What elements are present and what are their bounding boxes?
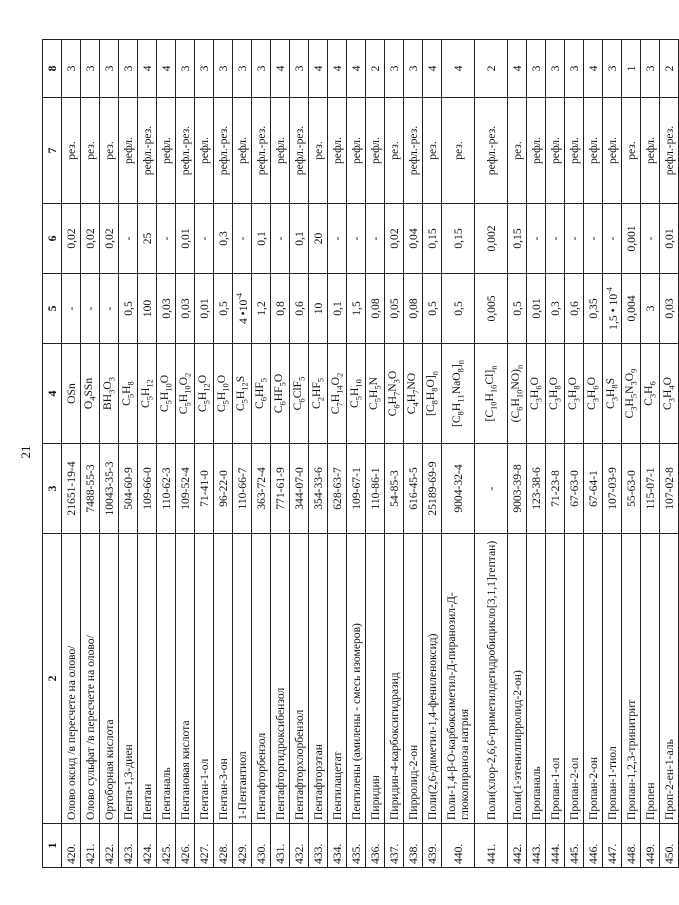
value-col5: 0,01: [527, 274, 546, 344]
substance-name: 1-Пентантиол: [233, 534, 252, 824]
table-row: [660, 40, 679, 868]
cas-number: 110-66-7: [233, 444, 252, 534]
value-col7: рефл.-рез.: [214, 98, 233, 204]
chemical-formula: $C_7H_{14}O_2$: [328, 344, 347, 444]
value-col6: -: [328, 204, 347, 274]
table-row: [475, 40, 508, 868]
row-number: 448.: [622, 824, 641, 868]
value-col7: рефл.-рез.: [475, 98, 508, 204]
value-col6: 0,15: [508, 204, 527, 274]
chemical-formula: $C_3H_6O$: [527, 344, 546, 444]
value-col5: 4 $•10^{-4}$: [233, 274, 252, 344]
header-cell: 7: [43, 98, 62, 204]
row-number: 421.: [81, 824, 100, 868]
header-cell: 8: [43, 40, 62, 98]
substance-name: Пропан-1,2,3-тринитрит: [622, 534, 641, 824]
table-row: [119, 40, 138, 868]
row-number: 449.: [641, 824, 660, 868]
table-row: [271, 40, 290, 868]
value-col7: рефл.: [233, 98, 252, 204]
value-col6: 0,02: [100, 204, 119, 274]
cas-number: 107-03-9: [603, 444, 622, 534]
cas-number: -: [475, 444, 508, 534]
substance-name: Ортоборная кислота: [100, 534, 119, 824]
value-col8: 3: [214, 40, 233, 98]
row-number: 420.: [62, 824, 81, 868]
chemical-formula: $C_2HF_5$: [309, 344, 328, 444]
value-col8: 3: [176, 40, 195, 98]
substance-name: Пентилены (амилены - смесь изомеров): [347, 534, 366, 824]
value-col8: 1: [622, 40, 641, 98]
substance-name: Пентан: [138, 534, 157, 824]
cas-number: 123-38-6: [527, 444, 546, 534]
value-col7: рефл.-рез.: [290, 98, 309, 204]
cas-number: 71-41-0: [195, 444, 214, 534]
value-col6: -: [347, 204, 366, 274]
table-row: [584, 40, 603, 868]
value-col6: 0,1: [290, 204, 309, 274]
value-col8: 3: [385, 40, 404, 98]
value-col5: 0,5: [508, 274, 527, 344]
chemical-formula: $C_5H_{10}O$: [214, 344, 233, 444]
table-row: [157, 40, 176, 868]
header-cell: 5: [43, 274, 62, 344]
value-col8: 4: [309, 40, 328, 98]
value-col5: 0,005: [475, 274, 508, 344]
row-number: 439.: [423, 824, 442, 868]
value-col5: -: [81, 274, 100, 344]
value-col6: -: [546, 204, 565, 274]
header-cell: 6: [43, 204, 62, 274]
table-row: [442, 40, 475, 868]
value-col6: 0,01: [660, 204, 679, 274]
row-number: 442.: [508, 824, 527, 868]
value-col8: 4: [584, 40, 603, 98]
substance-name: Пирролид-2-он: [404, 534, 423, 824]
value-col8: 2: [366, 40, 385, 98]
value-col8: 3: [641, 40, 660, 98]
value-col7: рефл.-рез.: [252, 98, 271, 204]
table-row: [309, 40, 328, 868]
substance-name: Пропан-2-он: [584, 534, 603, 824]
cas-number: 344-07-0: [290, 444, 309, 534]
row-number: 436.: [366, 824, 385, 868]
chemical-formula: $C_6H_7N_3O$: [385, 344, 404, 444]
value-col8: 4: [328, 40, 347, 98]
value-col6: -: [233, 204, 252, 274]
value-col5: 0,5: [423, 274, 442, 344]
substance-name: Поли-1,4-β-О-карбоксиметил-Д-пиранозил-Д-глюкопираноза натрия: [442, 534, 475, 824]
cas-number: 616-45-5: [404, 444, 423, 534]
substance-name: Пиридин: [366, 534, 385, 824]
value-col6: -: [157, 204, 176, 274]
substance-name: Пентан-3-он: [214, 534, 233, 824]
value-col8: 3: [195, 40, 214, 98]
table-row: [603, 40, 622, 868]
row-number: 444.: [546, 824, 565, 868]
chemical-formula: $C_3H_8S$: [603, 344, 622, 444]
table-row: [100, 40, 119, 868]
value-col7: рефл.: [195, 98, 214, 204]
table-row: [62, 40, 81, 868]
cas-number: 9004-32-4: [442, 444, 475, 534]
chemical-formula: $[C_8H_8O]_n$: [423, 344, 442, 444]
value-col5: 0,5: [214, 274, 233, 344]
substance-name: Олово сульфат /в пересчете на олово/: [81, 534, 100, 824]
chemical-formula: $C_6HF_5$: [252, 344, 271, 444]
value-col6: 0,01: [176, 204, 195, 274]
value-col6: 25: [138, 204, 157, 274]
value-col7: рез.: [385, 98, 404, 204]
value-col7: рефл.: [546, 98, 565, 204]
value-col5: 1,5 • $10^{-4}$: [603, 274, 622, 344]
value-col5: 0,3: [546, 274, 565, 344]
row-number: 425.: [157, 824, 176, 868]
value-col8: 3: [290, 40, 309, 98]
page-number: 21: [18, 445, 33, 459]
cas-number: 9003-39-8: [508, 444, 527, 534]
row-number: 446.: [584, 824, 603, 868]
header-cell: 3: [43, 444, 62, 534]
cas-number: 110-86-1: [366, 444, 385, 534]
table-row: [508, 40, 527, 868]
chemical-formula: $C_5H_{12}O$: [195, 344, 214, 444]
table-row: [347, 40, 366, 868]
chemical-formula: $C_3H_4O$: [660, 344, 679, 444]
substance-name: Пентилацетат: [328, 534, 347, 824]
chemical-formula: $[C_{10}H_{16}Cl]_n$: [475, 344, 508, 444]
value-col7: рефл.: [527, 98, 546, 204]
substance-name: Пентафторхлорбензол: [290, 534, 309, 824]
cas-number: 109-67-1: [347, 444, 366, 534]
value-col8: 2: [660, 40, 679, 98]
value-col5: 1,5: [347, 274, 366, 344]
value-col8: 3: [100, 40, 119, 98]
value-col8: 4: [442, 40, 475, 98]
substance-name: Пропан-2-ол: [565, 534, 584, 824]
value-col5: 0,004: [622, 274, 641, 344]
value-col7: рез.: [442, 98, 475, 204]
chemical-formula: OSn: [62, 344, 81, 444]
value-col8: 3: [565, 40, 584, 98]
value-col7: рефл.: [565, 98, 584, 204]
value-col5: 0,08: [404, 274, 423, 344]
header-cell: 2: [43, 534, 62, 824]
value-col5: 0,5: [442, 274, 475, 344]
table-row: [641, 40, 660, 868]
value-col7: рефл.-рез.: [176, 98, 195, 204]
row-number: 438.: [404, 824, 423, 868]
chemical-formula: $(C_6H_{10}NO)_n$: [508, 344, 527, 444]
value-col5: 0,6: [290, 274, 309, 344]
table-row: [366, 40, 385, 868]
value-col8: 3: [62, 40, 81, 98]
value-col6: 0,02: [385, 204, 404, 274]
value-col5: 10: [309, 274, 328, 344]
value-col6: -: [641, 204, 660, 274]
table-row: [290, 40, 309, 868]
value-col7: рефл.: [584, 98, 603, 204]
value-col6: -: [119, 204, 138, 274]
value-col8: 4: [347, 40, 366, 98]
cas-number: 55-63-0: [622, 444, 641, 534]
table-row: [252, 40, 271, 868]
chemical-formula: $C_5H_5N$: [366, 344, 385, 444]
value-col7: рез.: [81, 98, 100, 204]
value-col6: 0,02: [81, 204, 100, 274]
table-row: [423, 40, 442, 868]
cas-number: 504-60-9: [119, 444, 138, 534]
value-col5: 0,01: [195, 274, 214, 344]
value-col8: 4: [157, 40, 176, 98]
chemical-formula: $C_3H_5N_3O_9$: [622, 344, 641, 444]
table-row: [214, 40, 233, 868]
value-col8: 4: [508, 40, 527, 98]
value-col8: 4: [271, 40, 290, 98]
value-col6: -: [366, 204, 385, 274]
row-number: 440.: [442, 824, 475, 868]
value-col8: 4: [423, 40, 442, 98]
substance-name: Пентафторэтан: [309, 534, 328, 824]
value-col8: 2: [475, 40, 508, 98]
substance-name: Пиридин-4-карбоксигидразид: [385, 534, 404, 824]
value-col6: -: [195, 204, 214, 274]
cas-number: 54-85-3: [385, 444, 404, 534]
substance-name: Поли(хлор-2,6,6-триметилдегидробицикло[3,1,1]гептан): [475, 534, 508, 824]
value-col8: 3: [527, 40, 546, 98]
row-number: 433.: [309, 824, 328, 868]
table-row: [385, 40, 404, 868]
table-row: [622, 40, 641, 868]
chemical-formula: $[C_8H_{11}NaO_8]_n$: [442, 344, 475, 444]
value-col6: 0,001: [622, 204, 641, 274]
row-number: 427.: [195, 824, 214, 868]
row-number: 443.: [527, 824, 546, 868]
value-col5: -: [100, 274, 119, 344]
substance-name: Проп-2-ен-1-аль: [660, 534, 679, 824]
row-number: 434.: [328, 824, 347, 868]
chemical-formula: $C_4H_7NO$: [404, 344, 423, 444]
substances-table: [42, 39, 679, 868]
cas-number: 71-23-8: [546, 444, 565, 534]
value-col7: рефл.: [328, 98, 347, 204]
value-col5: 0,05: [385, 274, 404, 344]
value-col5: -: [62, 274, 81, 344]
value-col6: 0,3: [214, 204, 233, 274]
chemical-formula: $C_5H_8$: [119, 344, 138, 444]
value-col5: 0,35: [584, 274, 603, 344]
substance-name: Олово оксид /в пересчете на олово/: [62, 534, 81, 824]
cas-number: 107-02-8: [660, 444, 679, 534]
substance-name: Поли(1-этенилпирролид-2-он): [508, 534, 527, 824]
substance-name: Пентаналь: [157, 534, 176, 824]
header-cell: 1: [43, 824, 62, 868]
chemical-formula: $BH_3O_3$: [100, 344, 119, 444]
row-number: 450.: [660, 824, 679, 868]
value-col7: рефл.: [119, 98, 138, 204]
substance-name: Пента-1,3-диен: [119, 534, 138, 824]
value-col6: 20: [309, 204, 328, 274]
value-col6: -: [565, 204, 584, 274]
cas-number: 67-63-0: [565, 444, 584, 534]
value-col5: 100: [138, 274, 157, 344]
chemical-formula: $O_4SSn$: [81, 344, 100, 444]
row-number: 445.: [565, 824, 584, 868]
table-row: [546, 40, 565, 868]
value-col6: -: [271, 204, 290, 274]
chemical-formula: $C_6HF_5O$: [271, 344, 290, 444]
value-col8: 3: [546, 40, 565, 98]
substance-name: Пентан-1-ол: [195, 534, 214, 824]
row-number: 447.: [603, 824, 622, 868]
table-row: [565, 40, 584, 868]
value-col7: рез.: [423, 98, 442, 204]
chemical-formula: $C_3H_6$: [641, 344, 660, 444]
value-col5: 3: [641, 274, 660, 344]
row-number: 431.: [271, 824, 290, 868]
value-col5: 0,6: [565, 274, 584, 344]
value-col7: рефл.: [641, 98, 660, 204]
header-cell: 4: [43, 344, 62, 444]
substance-name: Пропен: [641, 534, 660, 824]
cas-number: 109-52-4: [176, 444, 195, 534]
value-col7: рефл.: [603, 98, 622, 204]
value-col7: рез.: [62, 98, 81, 204]
table-row: [81, 40, 100, 868]
value-col6: -: [603, 204, 622, 274]
chemical-formula: $C_3H_8O$: [546, 344, 565, 444]
value-col8: 3: [252, 40, 271, 98]
cas-number: 96-22-0: [214, 444, 233, 534]
chemical-formula: $C_5H_{10}O$: [157, 344, 176, 444]
value-col5: 0,03: [176, 274, 195, 344]
value-col7: рефл.: [271, 98, 290, 204]
value-col5: 0,03: [157, 274, 176, 344]
value-col6: 0,002: [475, 204, 508, 274]
row-number: 441.: [475, 824, 508, 868]
chemical-formula: $C_6ClF_5$: [290, 344, 309, 444]
substance-name: Пропан-1-тиол: [603, 534, 622, 824]
rotated-table-container: [42, 40, 677, 868]
cas-number: 21651-19-4: [62, 444, 81, 534]
value-col5: 0,5: [119, 274, 138, 344]
value-col8: 4: [138, 40, 157, 98]
value-col5: 0,8: [271, 274, 290, 344]
value-col7: рез.: [100, 98, 119, 204]
row-number: 423.: [119, 824, 138, 868]
value-col6: 0,02: [62, 204, 81, 274]
table-row: [328, 40, 347, 868]
row-number: 437.: [385, 824, 404, 868]
row-number: 428.: [214, 824, 233, 868]
table-row: [195, 40, 214, 868]
row-number: 422.: [100, 824, 119, 868]
cas-number: 109-66-0: [138, 444, 157, 534]
value-col6: -: [527, 204, 546, 274]
value-col5: 1,2: [252, 274, 271, 344]
table-row: [233, 40, 252, 868]
row-number: 429.: [233, 824, 252, 868]
table-row: [527, 40, 546, 868]
value-col7: рефл.-рез.: [138, 98, 157, 204]
row-number: 426.: [176, 824, 195, 868]
row-number: 435.: [347, 824, 366, 868]
row-number: 432.: [290, 824, 309, 868]
table-body: [62, 40, 679, 868]
cas-number: 110-62-3: [157, 444, 176, 534]
value-col7: рез.: [508, 98, 527, 204]
chemical-formula: $C_5H_{12}S$: [233, 344, 252, 444]
value-col5: 0,03: [660, 274, 679, 344]
cas-number: 771-61-9: [271, 444, 290, 534]
value-col8: 3: [603, 40, 622, 98]
substance-name: Пентафторгидроксибензол: [271, 534, 290, 824]
value-col6: 0,04: [404, 204, 423, 274]
value-col7: рефл.-рез.: [404, 98, 423, 204]
value-col6: 0,15: [423, 204, 442, 274]
row-number: 430.: [252, 824, 271, 868]
substance-name: Поли(2,6-диметил-1,4-фениленоксид): [423, 534, 442, 824]
cas-number: 363-72-4: [252, 444, 271, 534]
substance-name: Пропаналь: [527, 534, 546, 824]
chemical-formula: $C_5H_{10}$: [347, 344, 366, 444]
value-col8: 3: [233, 40, 252, 98]
value-col7: рефл.: [347, 98, 366, 204]
chemical-formula: $C_3H_8O$: [565, 344, 584, 444]
cas-number: 10043-35-3: [100, 444, 119, 534]
cas-number: 628-63-7: [328, 444, 347, 534]
value-col5: 0,08: [366, 274, 385, 344]
cas-number: 7488-55-3: [81, 444, 100, 534]
cas-number: 67-64-1: [584, 444, 603, 534]
value-col6: 0,1: [252, 204, 271, 274]
chemical-formula: $C_3H_6O$: [584, 344, 603, 444]
chemical-formula: $C_5H_{12}$: [138, 344, 157, 444]
substance-name: Пентафторбензол: [252, 534, 271, 824]
chemical-formula: $C_5H_{10}O_2$: [176, 344, 195, 444]
value-col8: 3: [81, 40, 100, 98]
cas-number: 115-07-1: [641, 444, 660, 534]
value-col6: 0,15: [442, 204, 475, 274]
row-number: 424.: [138, 824, 157, 868]
value-col7: рез.: [622, 98, 641, 204]
value-col8: 3: [119, 40, 138, 98]
value-col8: 3: [404, 40, 423, 98]
value-col7: рефл.: [157, 98, 176, 204]
value-col6: -: [584, 204, 603, 274]
header-row: [43, 40, 62, 868]
value-col7: рез.: [309, 98, 328, 204]
value-col7: рефл.-рез.: [660, 98, 679, 204]
substance-name: Пропан-1-ол: [546, 534, 565, 824]
substance-name: Пентановая кислота: [176, 534, 195, 824]
value-col7: рефл.: [366, 98, 385, 204]
cas-number: 25189-69-9: [423, 444, 442, 534]
value-col5: 0,1: [328, 274, 347, 344]
table-row: [176, 40, 195, 868]
table-row: [404, 40, 423, 868]
cas-number: 354-33-6: [309, 444, 328, 534]
table-row: [138, 40, 157, 868]
